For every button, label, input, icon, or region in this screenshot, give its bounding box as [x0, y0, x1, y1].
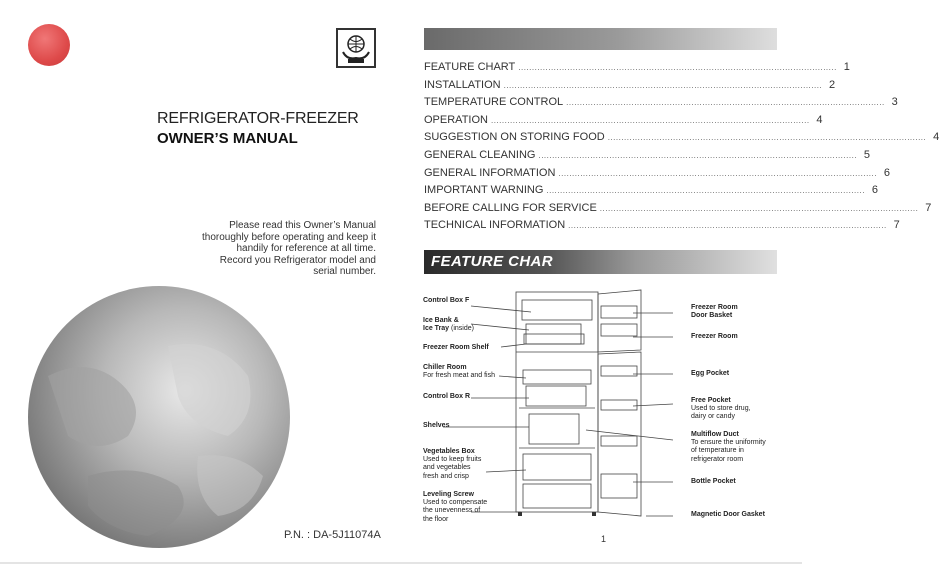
toc-item[interactable]: GENERAL CLEANING ..................................................................................................................... 5: [424, 148, 871, 161]
globe-hands-logo-icon: [336, 28, 376, 68]
toc-item[interactable]: IMPORTANT WARNING ..................................................................................................................... 6: [424, 184, 878, 197]
leveling-screw-shape: [518, 512, 522, 516]
page-number: 1: [601, 534, 607, 544]
toc-item[interactable]: INSTALLATION ..................................................................................................................... 2: [424, 78, 836, 91]
label-freezer-room-shelf: Freezer Room Shelf: [423, 344, 489, 351]
label-magnetic-door-gasket: Magnetic Door Gasket: [691, 511, 765, 518]
label-free-pocket: Free Pocket Used to store drug, dairy or candy: [691, 397, 751, 421]
label-egg-pocket: Egg Pocket: [691, 370, 730, 377]
control-box-r-shape: [526, 386, 586, 406]
toc-item[interactable]: TEMPERATURE CONTROL ..................................................................................................................... 3: [424, 96, 898, 109]
label-freezer-room: Freezer Room: [691, 333, 738, 340]
bottom-divider: [0, 562, 802, 564]
label-vegetables-box: Vegetables Box Used to keep fruits and vegetables fresh and crisp: [423, 448, 482, 480]
label-chiller-room: Chiller Room For fresh meat and fish: [423, 364, 495, 380]
label-multiflow-duct: Multiflow Duct To ensure the uniformity of temperature in refrigerator room: [691, 431, 766, 463]
label-freezer-door-basket: Freezer Room Door Basket: [691, 304, 738, 320]
feature-chart-header: [424, 250, 777, 274]
toc-item[interactable]: SUGGESTION ON STORING FOOD ..................................................................................................................... 4: [424, 131, 939, 144]
table-of-contents: [424, 61, 939, 237]
label-bottle-pocket: Bottle Pocket: [691, 478, 736, 485]
toc-item[interactable]: GENERAL INFORMATION ..................................................................................................................... 6: [424, 166, 890, 179]
control-box-f-shape: [522, 300, 592, 320]
toc-item[interactable]: BEFORE CALLING FOR SERVICE ..................................................................................................................... 7: [424, 201, 932, 214]
label-control-box-r: Control Box R: [423, 393, 471, 400]
part-number: P.N. : DA-5J11074A: [284, 529, 381, 541]
intro-text: Please read this Owner’s Manual thoroughly before operating and keep it handily for reference at all time. Record you Refrigerator model and serial number.: [201, 220, 376, 277]
toc-item[interactable]: TECHNICAL INFORMATION ..................................................................................................................... 7: [424, 219, 900, 232]
header-gradient-bar: [424, 28, 777, 50]
label-control-box-f: Control Box F: [423, 297, 470, 304]
label-leveling-screw: Leveling Screw Used to compensate the unevenness of the floor: [423, 491, 488, 523]
manual-title: OWNER’S MANUAL: [157, 130, 298, 147]
label-ice-bank: Ice Bank & Ice Tray (inside): [423, 317, 474, 333]
red-circle-mark: [28, 24, 70, 66]
contents-page: [401, 0, 939, 568]
feature-chart-title: FEATURE CHAR: [431, 253, 554, 270]
product-title: REFRIGERATOR-FREEZER: [157, 110, 359, 127]
toc-item[interactable]: OPERATION ..................................................................................................................... 4: [424, 113, 823, 126]
toc-item[interactable]: FEATURE CHART ..................................................................................................................... 1: [424, 61, 850, 73]
globe-image: [28, 286, 290, 548]
label-shelves: Shelves: [423, 422, 450, 429]
vegetable-box-shape: [523, 454, 591, 480]
cover-page: [0, 0, 401, 568]
freezer-door-shape: [598, 290, 641, 352]
